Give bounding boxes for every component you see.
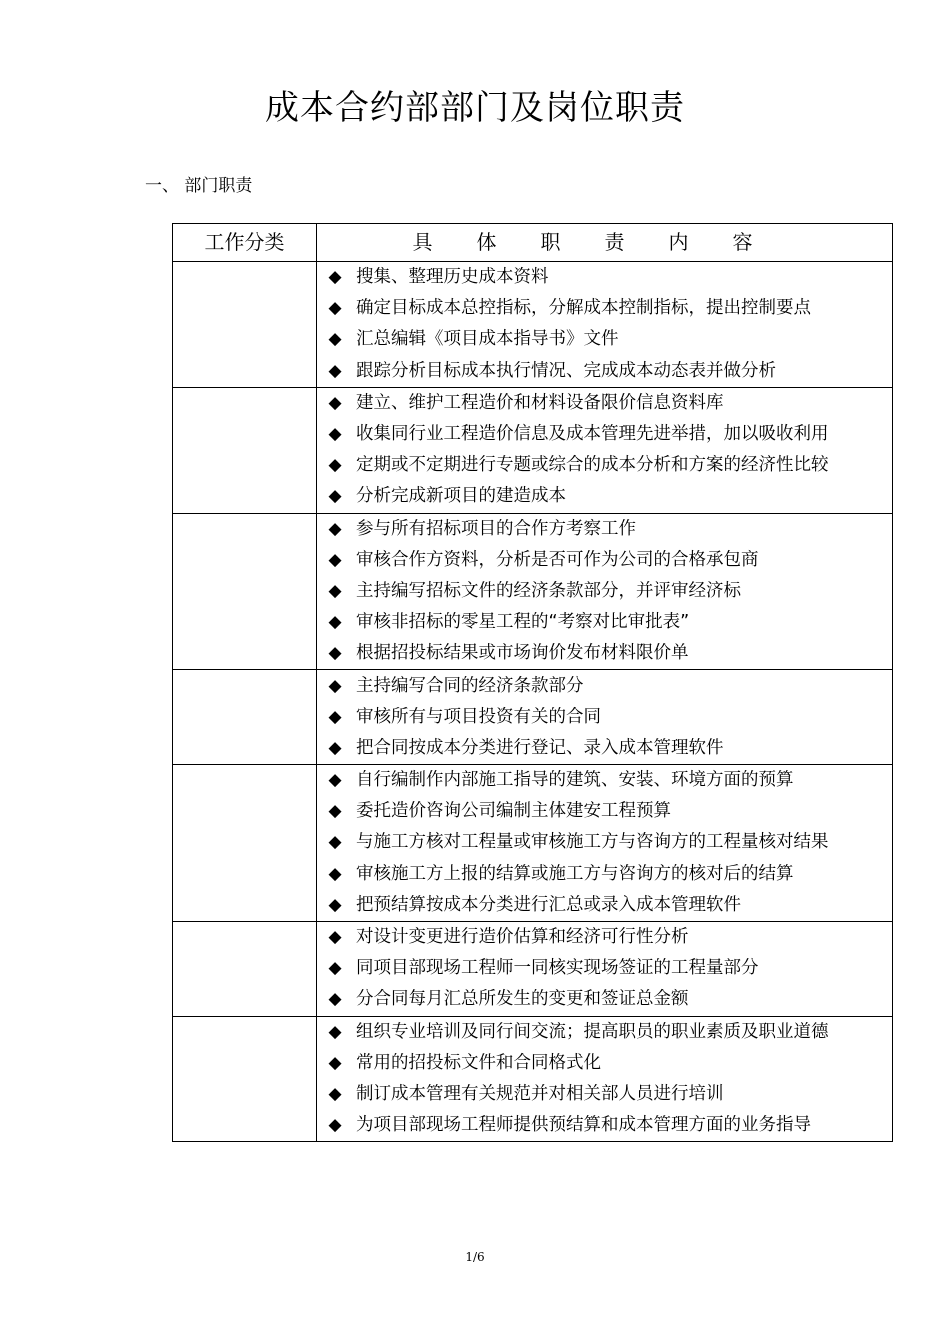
diamond-bullet-icon: ◆	[328, 392, 342, 413]
table-row	[173, 513, 893, 670]
duty-text: 搜集、整理历史成本资料	[356, 267, 549, 288]
list-item	[317, 733, 892, 764]
diamond-bullet-icon: ◆	[328, 549, 342, 570]
list-item	[317, 388, 892, 419]
diamond-bullet-icon: ◆	[328, 267, 342, 288]
duty-text: 根据招投标结果或市场询价发布材料限价单	[356, 643, 689, 664]
section-heading: 一、 部门职责	[145, 176, 253, 196]
duty-text: 审核非招标的零星工程的“考察对比审批表”	[356, 612, 690, 633]
duty-list-cell	[317, 765, 893, 922]
diamond-bullet-icon: ◆	[328, 329, 342, 350]
list-item	[317, 1017, 892, 1048]
category-cell	[173, 262, 317, 388]
page-number: 1/6	[465, 1250, 485, 1264]
list-item	[317, 702, 892, 733]
list-item	[317, 670, 892, 701]
list-item	[317, 419, 892, 450]
duty-text: 确定目标成本总控指标，分解成本控制指标，提出控制要点	[356, 298, 811, 319]
list-item	[317, 1048, 892, 1079]
diamond-bullet-icon: ◆	[328, 894, 342, 915]
duty-text: 建立、维护工程造价和材料设备限价信息资料库	[356, 392, 724, 413]
diamond-bullet-icon: ◆	[328, 486, 342, 507]
category-cell	[173, 387, 317, 513]
category-cell	[173, 921, 317, 1016]
diamond-bullet-icon: ◆	[328, 863, 342, 884]
diamond-bullet-icon: ◆	[328, 298, 342, 319]
duty-list-cell	[317, 262, 893, 388]
diamond-bullet-icon: ◆	[328, 360, 342, 381]
table-row	[173, 765, 893, 922]
duty-text: 收集同行业工程造价信息及成本管理先进举措，加以吸收利用	[356, 424, 829, 445]
list-item	[317, 922, 892, 953]
list-item	[317, 356, 892, 387]
diamond-bullet-icon: ◆	[328, 580, 342, 601]
list-item	[317, 545, 892, 576]
diamond-bullet-icon: ◆	[328, 1115, 342, 1136]
duty-text: 审核合作方资料，分析是否可作为公司的合格承包商	[356, 549, 759, 570]
duty-text: 把合同按成本分类进行登记、录入成本管理软件	[356, 737, 724, 758]
duty-text: 常用的招投标文件和合同格式化	[356, 1052, 601, 1073]
list-item	[317, 450, 892, 481]
list-item	[317, 859, 892, 890]
duty-list-cell	[317, 387, 893, 513]
diamond-bullet-icon: ◆	[328, 424, 342, 445]
list-item	[317, 293, 892, 324]
duty-text: 委托造价咨询公司编制主体建安工程预算	[356, 801, 671, 822]
duty-text: 同项目部现场工程师一同核实现场签证的工程量部分	[356, 958, 759, 979]
table-row	[173, 1016, 893, 1142]
duty-table	[172, 223, 893, 1142]
diamond-bullet-icon: ◆	[328, 455, 342, 476]
table-header-row	[173, 224, 893, 262]
duty-text: 为项目部现场工程师提供预结算和成本管理方面的业务指导	[356, 1115, 811, 1136]
duty-text: 跟踪分析目标成本执行情况、完成成本动态表并做分析	[356, 360, 776, 381]
list-item	[317, 607, 892, 638]
list-item	[317, 324, 892, 355]
duty-list-cell	[317, 513, 893, 670]
duty-text: 主持编写合同的经济条款部分	[356, 675, 584, 696]
header-content: 具体职责内容	[317, 224, 893, 262]
duty-list-cell	[317, 1016, 893, 1142]
list-item	[317, 890, 892, 921]
duty-text: 分析完成新项目的建造成本	[356, 486, 566, 507]
duty-text: 审核施工方上报的结算或施工方与咨询方的核对后的结算	[356, 863, 794, 884]
list-item	[317, 984, 892, 1015]
duty-text: 制订成本管理有关规范并对相关部人员进行培训	[356, 1083, 724, 1104]
diamond-bullet-icon: ◆	[328, 675, 342, 696]
header-category: 工作分类	[173, 224, 317, 262]
list-item	[317, 953, 892, 984]
table-row	[173, 262, 893, 388]
list-item	[317, 1079, 892, 1110]
document-title: 成本合约部部门及岗位职责	[265, 88, 685, 128]
duty-text: 组织专业培训及同行间交流；提高职员的职业素质及职业道德	[356, 1021, 829, 1042]
diamond-bullet-icon: ◆	[328, 1052, 342, 1073]
duty-text: 对设计变更进行造价估算和经济可行性分析	[356, 927, 689, 948]
diamond-bullet-icon: ◆	[328, 801, 342, 822]
list-item	[317, 796, 892, 827]
category-cell	[173, 670, 317, 765]
duty-list-cell	[317, 670, 893, 765]
list-item	[317, 481, 892, 512]
duty-list-cell	[317, 921, 893, 1016]
duty-text: 与施工方核对工程量或审核施工方与咨询方的工程量核对结果	[356, 832, 829, 853]
duty-text: 定期或不定期进行专题或综合的成本分析和方案的经济性比较	[356, 455, 829, 476]
list-item	[317, 576, 892, 607]
list-item	[317, 827, 892, 858]
diamond-bullet-icon: ◆	[328, 612, 342, 633]
list-item	[317, 262, 892, 293]
diamond-bullet-icon: ◆	[328, 1083, 342, 1104]
duty-text: 汇总编辑《项目成本指导书》文件	[356, 329, 619, 350]
diamond-bullet-icon: ◆	[328, 989, 342, 1010]
diamond-bullet-icon: ◆	[328, 1021, 342, 1042]
category-cell	[173, 765, 317, 922]
diamond-bullet-icon: ◆	[328, 832, 342, 853]
diamond-bullet-icon: ◆	[328, 518, 342, 539]
list-item	[317, 514, 892, 545]
category-cell	[173, 1016, 317, 1142]
table-row	[173, 921, 893, 1016]
table-row	[173, 387, 893, 513]
duty-text: 分合同每月汇总所发生的变更和签证总金额	[356, 989, 689, 1010]
diamond-bullet-icon: ◆	[328, 706, 342, 727]
duty-text: 把预结算按成本分类进行汇总或录入成本管理软件	[356, 894, 741, 915]
diamond-bullet-icon: ◆	[328, 643, 342, 664]
duty-text: 自行编制作内部施工指导的建筑、安装、环境方面的预算	[356, 770, 794, 791]
diamond-bullet-icon: ◆	[328, 927, 342, 948]
duty-text: 主持编写招标文件的经济条款部分，并评审经济标	[356, 580, 741, 601]
list-item	[317, 1110, 892, 1141]
diamond-bullet-icon: ◆	[328, 770, 342, 791]
category-cell	[173, 513, 317, 670]
duty-text: 审核所有与项目投资有关的合同	[356, 706, 601, 727]
diamond-bullet-icon: ◆	[328, 958, 342, 979]
diamond-bullet-icon: ◆	[328, 737, 342, 758]
list-item	[317, 638, 892, 669]
list-item	[317, 765, 892, 796]
table-row	[173, 670, 893, 765]
duty-text: 参与所有招标项目的合作方考察工作	[356, 518, 636, 539]
